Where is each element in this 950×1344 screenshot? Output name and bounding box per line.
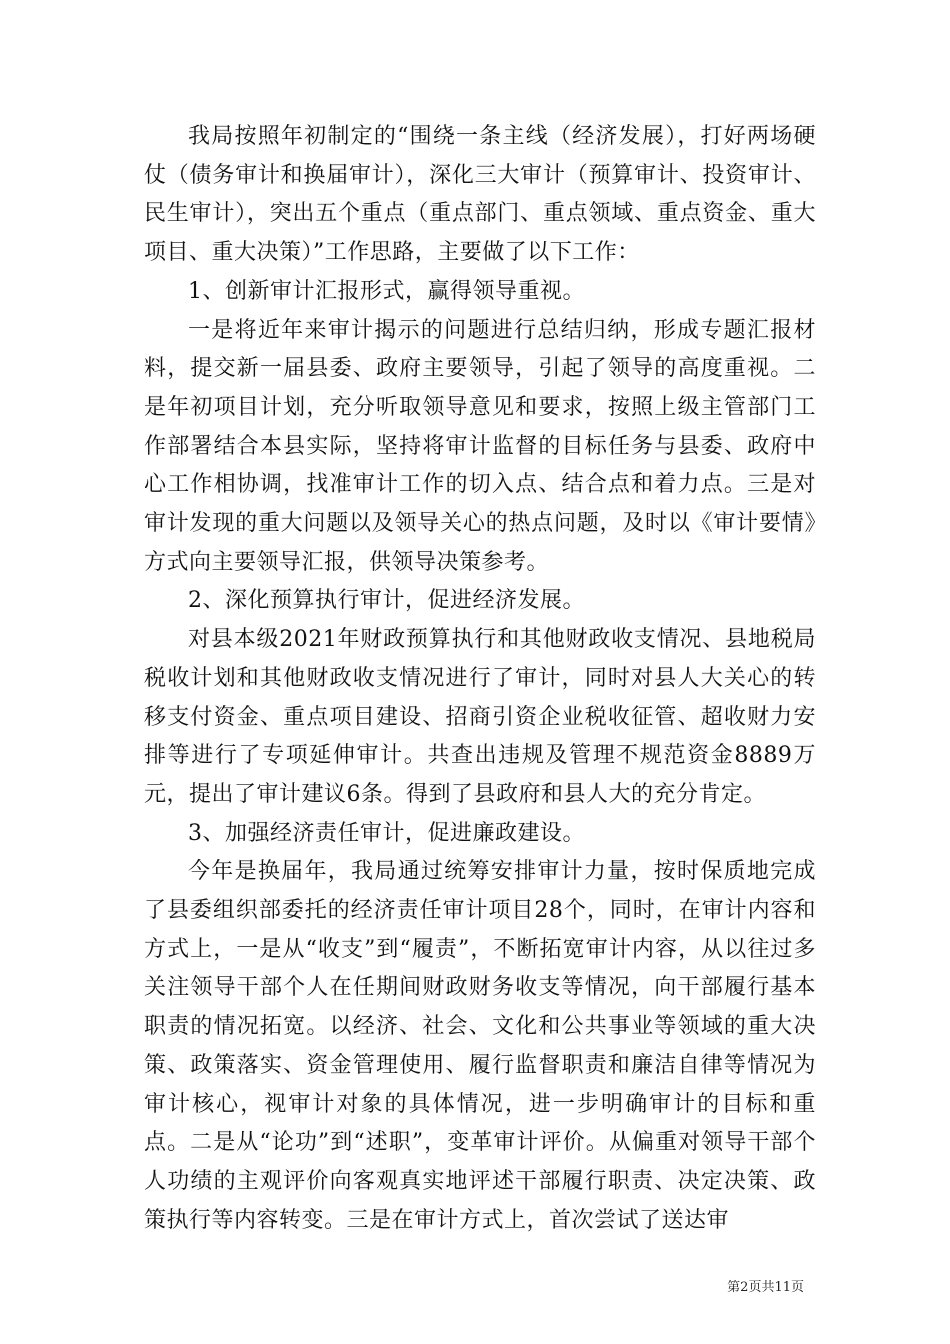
page-number: 第2页共11页 [727,1280,804,1295]
paragraph-intro: 我局按照年初制定的“围绕一条主线（经济发展），打好两场硬仗（债务审计和换届审计），深化三大审计（预算审计、投资审计、民生审计），突出五个重点（重点部门、重点领域、重点资金、重大项目、重大决策）”工作思路，主要做了以下工作： [144,124,816,266]
section-heading-2: 2、深化预算执行审计，促进经济发展。 [188,588,585,614]
paragraph-section-2: 对县本级2021年财政预算执行和其他财政收支情况、县地税局税收计划和其他财政收支情况进行了审计，同时对县人大关心的转移支付资金、重点项目建设、招商引资企业税收征管、超收财力安排等进行了专项延伸审计。共查出违规及管理不规范资金8889万元，提出了审计建议6条。得到了县政府和县人大的充分肯定。 [144,627,816,807]
paragraph-section-1: 一是将近年来审计揭示的问题进行总结归纳，形成专题汇报材料，提交新一届县委、政府主要领导，引起了领导的高度重视。二是年初项目计划，充分听取领导意见和要求，按照上级主管部门工作部署结合本县实际，坚持将审计监督的目标任务与县委、政府中心工作相协调，找准审计工作的切入点、结合点和着力点。三是对审计发现的重大问题以及领导关心的热点问题，及时以《审计要情》方式向主要领导汇报，供领导决策参考。 [144,317,816,575]
section-heading-1: 1、创新审计汇报形式，赢得领导重视。 [188,278,585,304]
paragraph-section-3: 今年是换届年，我局通过统筹安排审计力量，按时保质地完成了县委组织部委托的经济责任审计项目28个，同时，在审计内容和方式上，一是从“收支”到“履责”，不断拓宽审计内容，从以往过多关注领导干部个人在任期间财政财务收支等情况，向干部履行基本职责的情况拓宽。以经济、社会、文化和公共事业等领域的重大决策、政策落实、资金管理使用、履行监督职责和廉洁自律等情况为审计核心，视审计对象的具体情况，进一步明确审计的目标和重点。二是从“论功”到“述职”，变革审计评价。从偏重对领导干部个人功绩的主观评价向客观真实地评述干部履行职责、决定决策、政策执行等内容转变。三是在审计方式上，首次尝试了送达审 [144,859,816,1233]
section-heading-3: 3、加强经济责任审计，促进廉政建设。 [188,820,585,846]
document-body [144,118,816,1240]
